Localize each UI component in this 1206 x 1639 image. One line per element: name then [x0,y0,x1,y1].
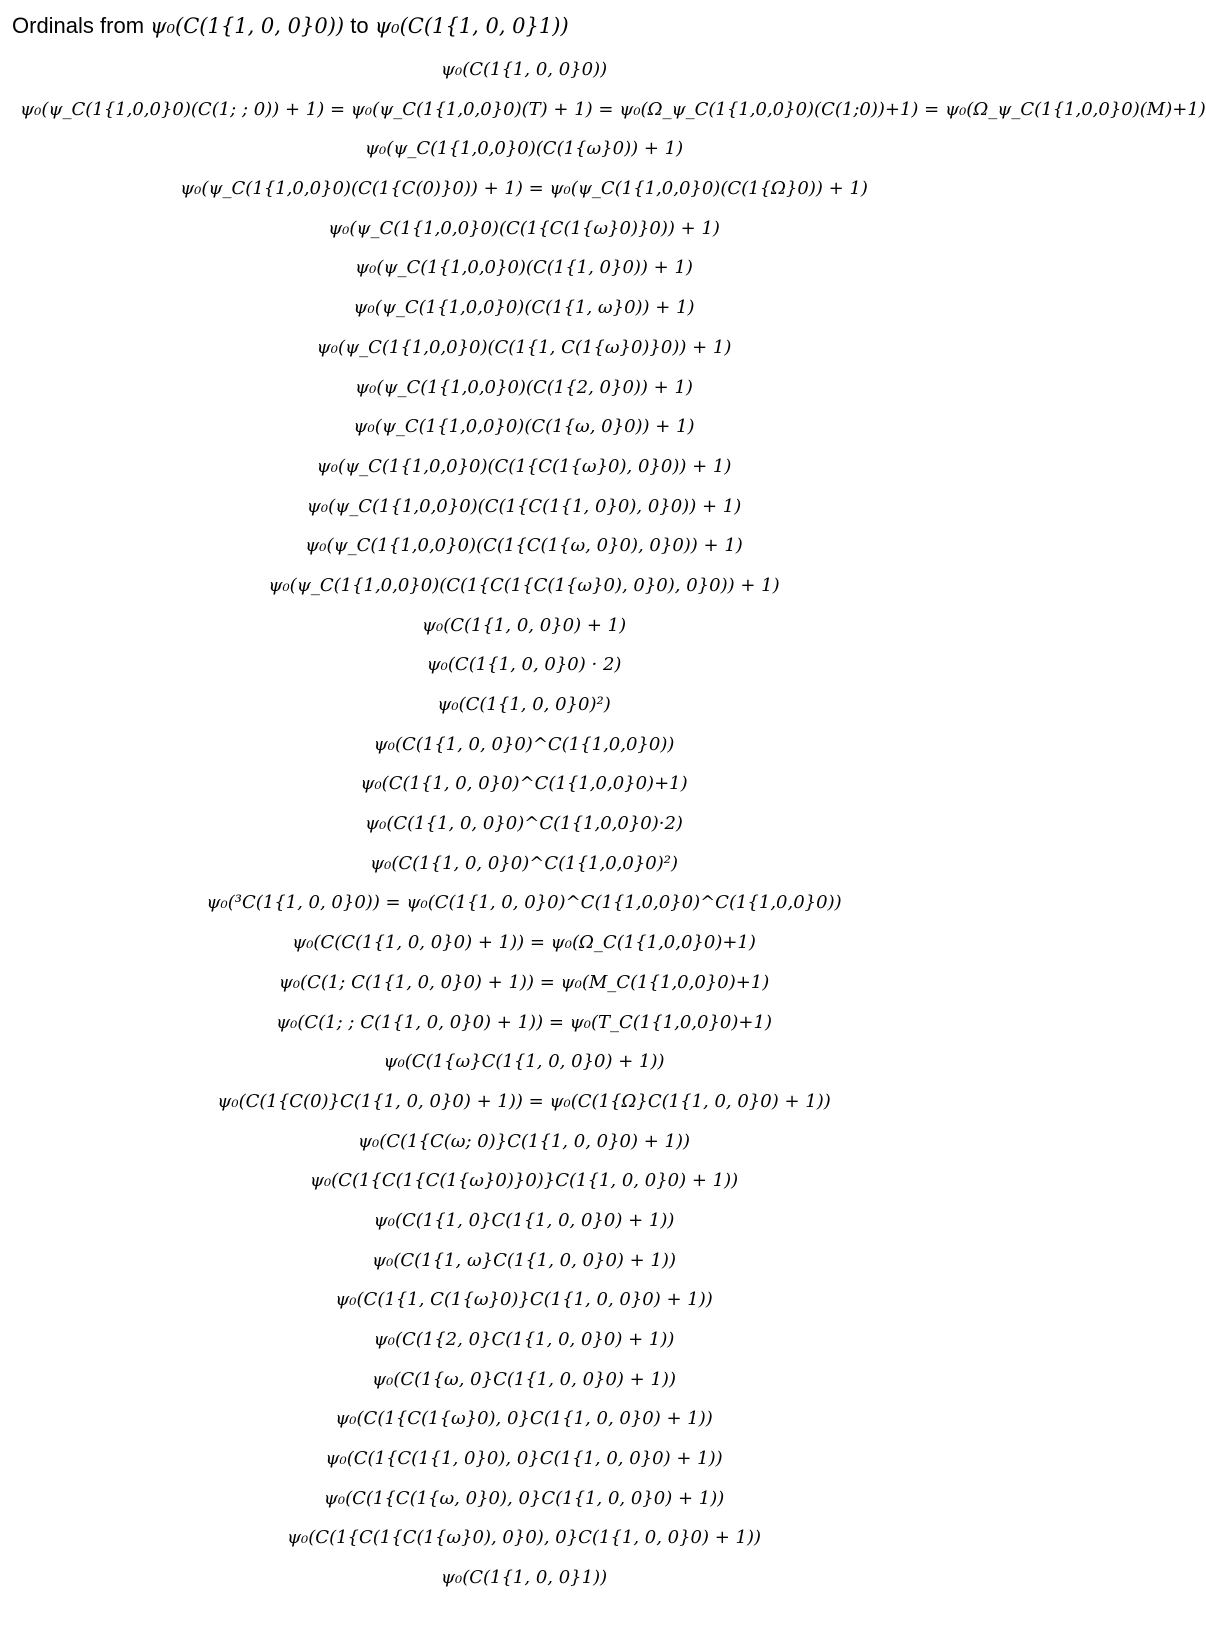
ordinal-formula: ψ₀(C(1{C(1{1, 0}0), 0}C(1{1, 0, 0}0) + 1)) [325,1448,723,1470]
ordinal-formula: ψ₀(ψ_C(1{1,0,0}0)(C(1{ω, 0}0)) + 1) [353,416,695,438]
ordinal-formula: ψ₀(C(1{1, 0}C(1{1, 0, 0}0) + 1)) [373,1209,675,1231]
ordinal-formula: ψ₀(C(1{1, 0, 0}0)²) [437,694,611,715]
ordinal-sequence [0,50,1206,1598]
ordinal-formula: ψ₀(C(1{ω, 0}C(1{1, 0, 0}0) + 1)) [372,1368,676,1390]
ordinal-formula: ψ₀(ψ_C(1{1,0,0}0)(C(1{C(1{1, 0}0), 0}0)) + 1) [306,495,742,517]
ordinal-formula: ψ₀(C(1{2, 0}C(1{1, 0, 0}0) + 1)) [373,1329,675,1350]
ordinal-formula: ψ₀(C(1{1, 0, 0}0)^C(1{1,0,0}0)) [373,733,675,755]
ordinal-formula: ψ₀(C(1{1, 0, 0}0) · 2) [426,654,622,676]
title-connector: to [344,13,375,38]
ordinal-formula: ψ₀(ψ_C(1{1,0,0}0)(C(1{ω}0)) + 1) [364,138,684,160]
ordinal-formula: ψ₀(ψ_C(1{1,0,0}0)(C(1{C(1{ω}0), 0}0)) + 1) [316,455,732,477]
ordinal-formula: ψ₀(ψ_C(1{1,0,0}0)(C(1{C(1{ω}0)}0)) + 1) [328,217,720,239]
ordinal-formula: ψ₀(C(1{1, 0, 0}0)) [440,59,608,80]
ordinal-formula: ψ₀(C(1; C(1{1, 0, 0}0) + 1)) = ψ₀(M_C(1{1,0,0}0)+1) [278,971,770,993]
ordinal-formula: ψ₀(C(1{1, C(1{ω}0)}C(1{1, 0, 0}0) + 1)) [335,1289,713,1311]
ordinal-formula: ψ₀(C(1{1, 0, 0}1)) [440,1567,608,1589]
ordinal-formula: ψ₀(ψ_C(1{1,0,0}0)(C(1{2, 0}0)) + 1) [355,376,693,398]
ordinal-formula: ψ₀(C(1{1, 0, 0}0) + 1) [421,614,627,636]
ordinal-formula: ψ₀(ψ_C(1{1,0,0}0)(C(1{1, 0}0)) + 1) [355,257,693,279]
ordinal-formula: ψ₀(ψ_C(1{1,0,0}0)(C(1{1, ω}0)) + 1) [353,297,695,319]
title-to-ordinal: ψ₀(C(1{1, 0, 0}1)) [374,14,569,38]
ordinal-formula: ψ₀(C(1{1, 0, 0}0)^C(1{1,0,0}0)²) [370,852,678,874]
ordinal-formula: ψ₀(ψ_C(1{1,0,0}0)(C(1{1, C(1{ω}0)}0)) + 1) [316,336,732,358]
ordinal-formula: ψ₀(ψ_C(1{1,0,0}0)(C(1{C(0)}0)) + 1) = ψ₀(ψ_C(1{1,0,0}0)(C(1{Ω}0)) + 1) [180,178,868,200]
ordinal-formula: ψ₀(ψ_C(1{1,0,0}0)(C(1{C(1{ω, 0}0), 0}0)) + 1) [305,535,743,557]
page-title [12,6,569,46]
ordinal-formula: ψ₀(C(1{C(0)}C(1{1, 0, 0}0) + 1)) = ψ₀(C(1{Ω}C(1{1, 0, 0}0) + 1)) [217,1090,831,1112]
ordinal-formula: ψ₀(C(1; ; C(1{1, 0, 0}0) + 1)) = ψ₀(T_C(1{1,0,0}0)+1) [276,1011,772,1033]
ordinal-formula: ψ₀(C(1{1, 0, 0}0)^C(1{1,0,0}0)+1) [360,773,688,795]
ordinal-formula: ψ₀(³C(1{1, 0, 0}0)) = ψ₀(C(1{1, 0, 0}0)^C(1{1,0,0}0)^C(1{1,0,0}0)) [206,892,842,914]
ordinal-formula: ψ₀(ψ_C(1{1,0,0}0)(C(1; ; 0)) + 1) = ψ₀(ψ_C(1{1,0,0}0)(T) + 1) = ψ₀(Ω_ψ_C(1{1,0,0}0)(C(1;0))+1) = ψ₀(Ω_ψ_C(1{1,0,0}0)(M)+1) [20,98,1206,120]
ordinal-formula: ψ₀(ψ_C(1{1,0,0}0)(C(1{C(1{C(1{ω}0), 0}0), 0}0)) + 1) [268,574,780,596]
ordinal-formula: ψ₀(C(1{C(1{C(1{ω}0), 0}0), 0}C(1{1, 0, 0}0) + 1)) [286,1527,762,1549]
ordinal-formula: ψ₀(C(1{C(1{ω, 0}0), 0}C(1{1, 0, 0}0) + 1)) [323,1487,725,1509]
ordinal-formula: ψ₀(C(1{ω}C(1{1, 0, 0}0) + 1)) [383,1051,665,1073]
title-from-ordinal: ψ₀(C(1{1, 0, 0}0)) [150,14,345,38]
ordinal-formula: ψ₀(C(1{1, 0, 0}0)^C(1{1,0,0}0)·2) [365,813,683,835]
ordinal-formula: ψ₀(C(1{1, ω}C(1{1, 0, 0}0) + 1)) [372,1249,676,1271]
ordinal-formula: ψ₀(C(C(1{1, 0, 0}0) + 1)) = ψ₀(Ω_C(1{1,0,0}0)+1) [292,932,756,954]
ordinal-formula: ψ₀(C(1{C(1{ω}0), 0}C(1{1, 0, 0}0) + 1)) [335,1408,713,1430]
ordinal-formula: ψ₀(C(1{C(1{C(1{ω}0)}0)}C(1{1, 0, 0}0) + 1)) [309,1170,739,1192]
title-text: Ordinals from [12,13,151,38]
ordinal-formula: ψ₀(C(1{C(ω; 0)}C(1{1, 0, 0}0) + 1)) [357,1130,691,1152]
